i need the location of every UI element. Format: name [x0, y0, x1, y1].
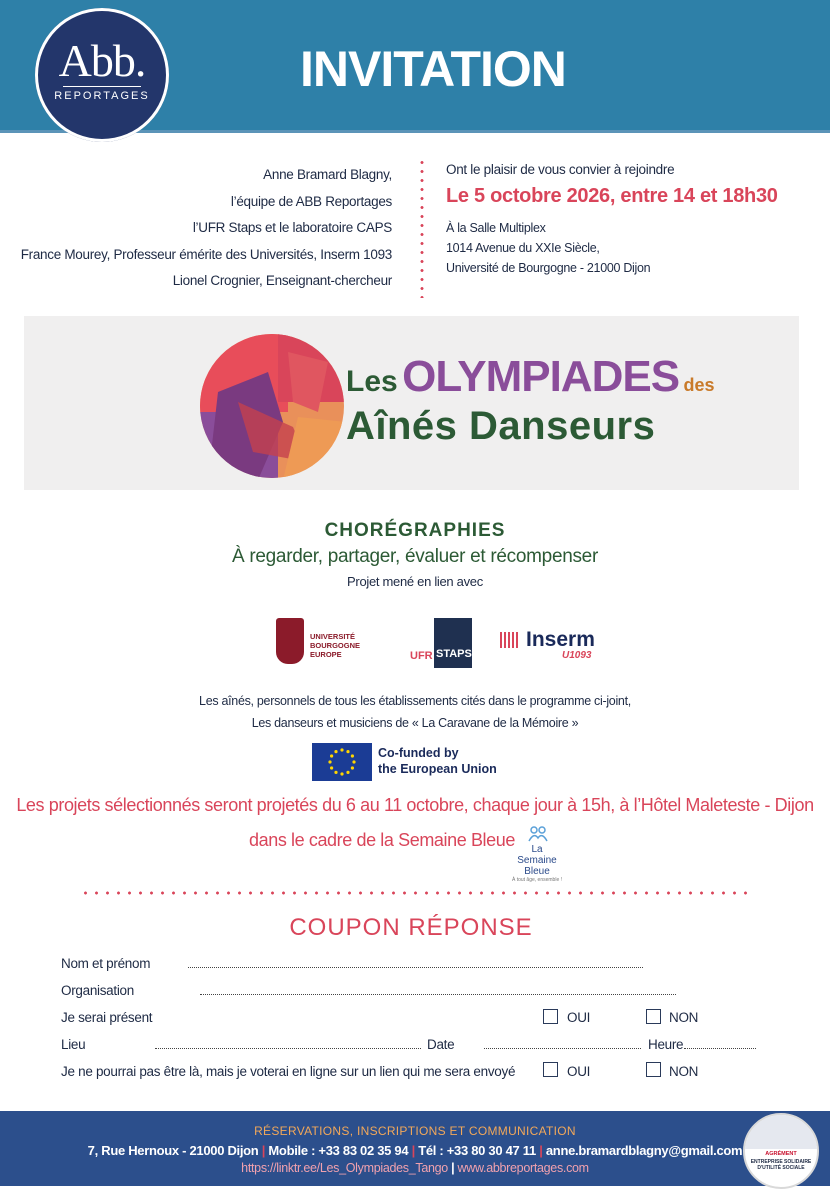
inserm-name: Inserm — [526, 628, 595, 651]
oui-label: OUI — [567, 1010, 591, 1025]
vote-label: Je ne pourrai pas être là, mais je voterai en ligne sur un lien qui me sera envoyé — [61, 1064, 516, 1079]
footer-separator: | — [451, 1161, 458, 1175]
heure-label: Heure — [648, 1037, 684, 1052]
ube-line: UNIVERSITÉ — [310, 632, 356, 641]
dotted-separator — [420, 158, 424, 298]
people-icon — [528, 826, 548, 842]
nom-label: Nom et prénom — [61, 956, 151, 971]
hosts-list — [21, 162, 392, 295]
ufr-left: UFR — [410, 650, 433, 662]
footer-mobile: Mobile : +33 83 02 35 94 — [268, 1143, 409, 1158]
selection-line2: dans le cadre de la Semaine Bleue — [249, 830, 515, 850]
ufr-staps-logo — [410, 618, 472, 668]
host-line: Lionel Crognier, Enseignant-chercheur — [172, 273, 392, 288]
ube-name — [310, 632, 360, 659]
banner-les: Les — [346, 365, 398, 398]
invitation-details — [446, 162, 778, 278]
lieu-field[interactable] — [155, 1047, 421, 1049]
abb-logo — [35, 8, 169, 142]
badge-line: ENTREPRISE SOLIDAIRE — [750, 1159, 812, 1165]
invite-intro: Ont le plaisir de vous convier à rejoindre — [446, 162, 675, 177]
esus-badge — [743, 1113, 819, 1189]
host-line: l’équipe de ABB Reportages — [230, 193, 392, 209]
date-label: Date — [427, 1037, 455, 1052]
website-link[interactable]: www.abbreportages.com — [457, 1161, 589, 1175]
dotted-divider — [80, 891, 752, 895]
sb-bleue: Bleue — [524, 866, 550, 877]
host-line: Anne Bramard Blagny, — [263, 167, 392, 182]
vote-oui-checkbox[interactable] — [543, 1062, 558, 1077]
footer-contact — [0, 1143, 830, 1158]
banner-des: des — [683, 375, 715, 395]
footer-email[interactable]: anne.bramardblagny@gmail.com — [545, 1143, 743, 1158]
sb-la: La — [531, 844, 543, 855]
footer-separator: | — [539, 1143, 546, 1158]
lieu-label: Lieu — [61, 1037, 86, 1052]
ufr-box — [434, 618, 472, 668]
host-line: France Mourey, Professeur émérite des Universités, Inserm 1093 — [20, 246, 392, 262]
sb-semaine: Semaine — [517, 855, 557, 866]
participants-line: Les aînés, personnels de tous les établissements cités dans le programme ci-joint, — [199, 694, 631, 708]
event-date: Le 5 octobre 2026, entre 14 et 18h30 — [446, 185, 778, 207]
footer-address: 7, Rue Hernoux - 21000 Dijon — [87, 1143, 259, 1158]
participants-text — [0, 690, 830, 734]
eu-text — [378, 746, 497, 777]
eu-line: the European Union — [378, 761, 497, 776]
linktree-link[interactable]: https://linktr.ee/Les_Olympiades_Tango — [241, 1161, 448, 1175]
olympiades-banner — [24, 316, 799, 490]
footer-tel: Tél : +33 80 30 47 11 — [418, 1143, 536, 1158]
address-line: Université de Bourgogne - 21000 Dijon — [446, 261, 651, 275]
vote-non-checkbox[interactable] — [646, 1062, 661, 1077]
eu-cofunded-logo — [312, 743, 512, 781]
ube-shield-icon — [276, 618, 304, 664]
heure-field[interactable] — [684, 1047, 756, 1049]
banner-title-line2: Aînés Danseurs — [346, 404, 656, 448]
event-address — [446, 218, 778, 278]
badge-line: D'UTILITÉ SOCIALE — [757, 1165, 805, 1171]
logo-text: Abb. — [58, 35, 146, 86]
footer-separator: | — [411, 1143, 419, 1158]
present-label: Je serai présent — [61, 1010, 153, 1025]
banner-title-line1 — [346, 352, 715, 402]
logo-divider — [63, 86, 141, 87]
ube-logo — [276, 618, 376, 666]
address-line: À la Salle Multiplex — [446, 221, 546, 235]
ube-line: EUROPE — [310, 650, 342, 659]
choreographies-section — [0, 520, 830, 589]
nom-field[interactable] — [188, 966, 643, 968]
marianne-icon — [745, 1115, 817, 1149]
inserm-logo — [500, 628, 600, 664]
semaine-bleue-text — [506, 844, 568, 877]
footer-title: RÉSERVATIONS, INSCRIPTIONS ET COMMUNICATION — [254, 1124, 576, 1138]
organisation-field[interactable] — [200, 993, 676, 995]
present-oui-checkbox[interactable] — [543, 1009, 558, 1024]
choreo-heading: CHORÉGRAPHIES — [324, 520, 506, 541]
ufr-right: STAPS — [436, 648, 472, 660]
logo-subtext: REPORTAGES — [54, 90, 150, 102]
eu-line: Co-funded by — [378, 746, 459, 760]
eu-flag-icon — [312, 743, 372, 781]
banner-olympiades: OLYMPIADES — [402, 352, 680, 401]
inserm-unit: U1093 — [562, 650, 592, 661]
badge-line: AGRÉMENT — [765, 1151, 797, 1157]
address-line: 1014 Avenue du XXIe Siècle, — [446, 241, 600, 255]
selection-line1: Les projets sélectionnés seront projetés du 6 au 11 octobre, chaque jour à 15h, à l’Hôtel Maleteste - Dijon — [16, 795, 814, 815]
partner-intro: Projet mené en lien avec — [347, 574, 483, 589]
participants-line: Les danseurs et musiciens de « La Caravane de la Mémoire » — [251, 716, 579, 730]
footer-separator: | — [261, 1143, 269, 1158]
footer-links — [0, 1161, 830, 1175]
host-line: l’UFR Staps et le laboratoire CAPS — [192, 220, 392, 235]
present-non-checkbox[interactable] — [646, 1009, 661, 1024]
footer — [0, 1111, 830, 1186]
sb-slogan: À tout âge, ensemble ! — [511, 877, 563, 883]
semaine-bleue-logo — [506, 826, 568, 884]
choreo-subtitle: À regarder, partager, évaluer et récompenser — [232, 546, 598, 567]
oui-label: OUI — [567, 1064, 591, 1079]
non-label: NON — [669, 1010, 699, 1025]
organisation-label: Organisation — [61, 983, 134, 998]
ube-line: BOURGOGNE — [310, 641, 361, 650]
inserm-bars-icon — [500, 632, 518, 648]
date-field[interactable] — [484, 1047, 641, 1049]
badge-text — [745, 1159, 817, 1171]
dancers-emblem-icon — [198, 332, 346, 480]
coupon-title: COUPON RÉPONSE — [289, 914, 533, 941]
page-title: INVITATION — [300, 41, 566, 97]
non-label: NON — [669, 1064, 699, 1079]
